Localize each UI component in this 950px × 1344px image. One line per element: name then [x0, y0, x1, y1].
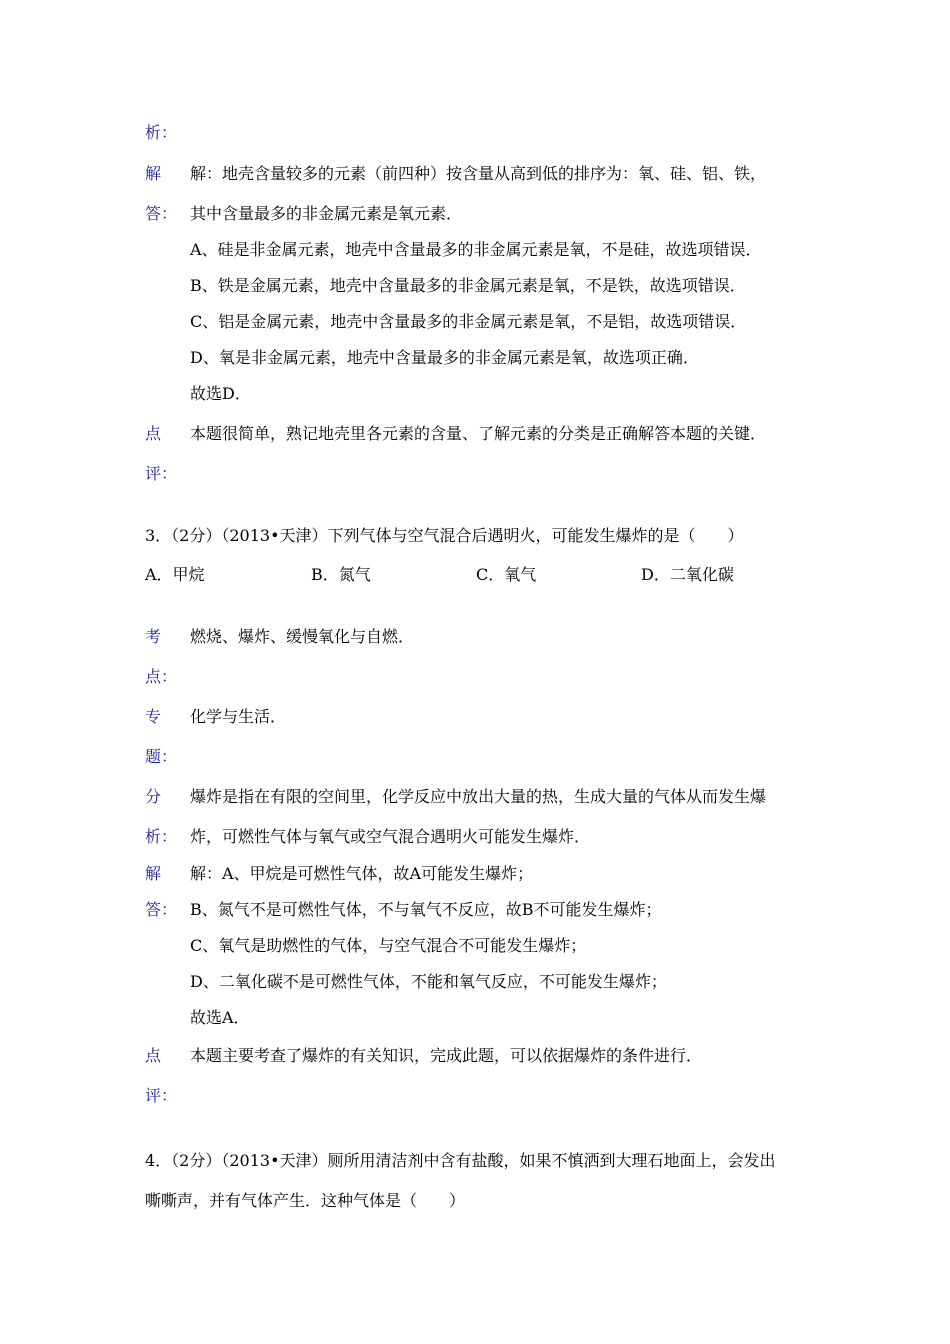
- comment-label-line1: 点: [145, 424, 162, 443]
- kaodian-label-line2: 点：: [145, 667, 178, 686]
- analysis-label-line1: 分: [145, 787, 162, 806]
- option-d: D．二氧化碳: [641, 565, 734, 584]
- analysis-label-line2: 析：: [145, 827, 178, 846]
- answer-line: 故选A．: [190, 1008, 250, 1027]
- comment-text: 本题很简单，熟记地壳里各元素的含量、了解元素的分类是正确解答本题的关键．: [190, 424, 767, 443]
- kaodian-text: 燃烧、爆炸、缓慢氧化与自燃．: [190, 627, 415, 646]
- comment-label-line2: 评：: [145, 1086, 178, 1105]
- question-stem-line1: 4．（2分）（2013•天津）厕所用清洁剂中含有盐酸，如果不慎洒到大理石地面上，会发出: [145, 1151, 776, 1170]
- comment-text: 本题主要考查了爆炸的有关知识，完成此题，可以依据爆炸的条件进行．: [190, 1046, 703, 1065]
- answer-line: A、硅是非金属元素，地壳中含量最多的非金属元素是氧，不是硅，故选项错误．: [190, 240, 762, 259]
- answer-line: B、氮气不是可燃性气体，不与氧气不反应，故B不可能发生爆炸；: [190, 900, 662, 919]
- answer-line: 其中含量最多的非金属元素是氧元素．: [190, 204, 463, 223]
- answer-label-line2: 答：: [145, 204, 178, 223]
- analysis-label-tail: 析：: [145, 123, 178, 142]
- option-c: C．氧气: [476, 565, 537, 584]
- answer-line: B、铁是金属元素，地壳中含量最多的非金属元素是氧，不是铁，故选项错误．: [190, 276, 746, 295]
- question-stem-line2: 嘶嘶声，并有气体产生．这种气体是（ ）: [145, 1191, 466, 1210]
- zhuanti-label-line1: 专: [145, 707, 162, 726]
- answer-line: 解：A、甲烷是可燃性气体，故A可能发生爆炸；: [190, 864, 534, 883]
- analysis-line: 爆炸是指在有限的空间里，化学反应中放出大量的热，生成大量的气体从而发生爆: [190, 787, 767, 806]
- answer-line: 解：地壳含量较多的元素（前四种）按含量从高到低的排序为：氧、硅、铝、铁，: [190, 164, 767, 183]
- answer-line: 故选D．: [190, 384, 251, 403]
- comment-label-line1: 点: [145, 1046, 162, 1065]
- zhuanti-label-line2: 题：: [145, 747, 178, 766]
- kaodian-label-line1: 考: [145, 627, 162, 646]
- option-b: B．氮气: [311, 565, 371, 584]
- answer-line: C、氧气是助燃性的气体，与空气混合不可能发生爆炸；: [190, 936, 587, 955]
- comment-label-line2: 评：: [145, 464, 178, 483]
- question-stem: 3．（2分）（2013•天津）下列气体与空气混合后遇明火，可能发生爆炸的是（ ）: [145, 526, 744, 545]
- answer-label-line1: 解: [145, 164, 162, 183]
- answer-line: D、二氧化碳不是可燃性气体，不能和氧气反应，不可能发生爆炸；: [190, 972, 667, 991]
- zhuanti-text: 化学与生活．: [190, 707, 287, 726]
- answer-line: D、氧是非金属元素，地壳中含量最多的非金属元素是氧，故选项正确．: [190, 348, 699, 367]
- option-a: A．甲烷: [145, 565, 205, 584]
- answer-label-line2: 答：: [145, 900, 178, 919]
- answer-label-line1: 解: [145, 864, 162, 883]
- analysis-line: 炸，可燃性气体与氧气或空气混合遇明火可能发生爆炸．: [190, 827, 591, 846]
- answer-line: C、铝是金属元素，地壳中含量最多的非金属元素是氧，不是铝，故选项错误．: [190, 312, 747, 331]
